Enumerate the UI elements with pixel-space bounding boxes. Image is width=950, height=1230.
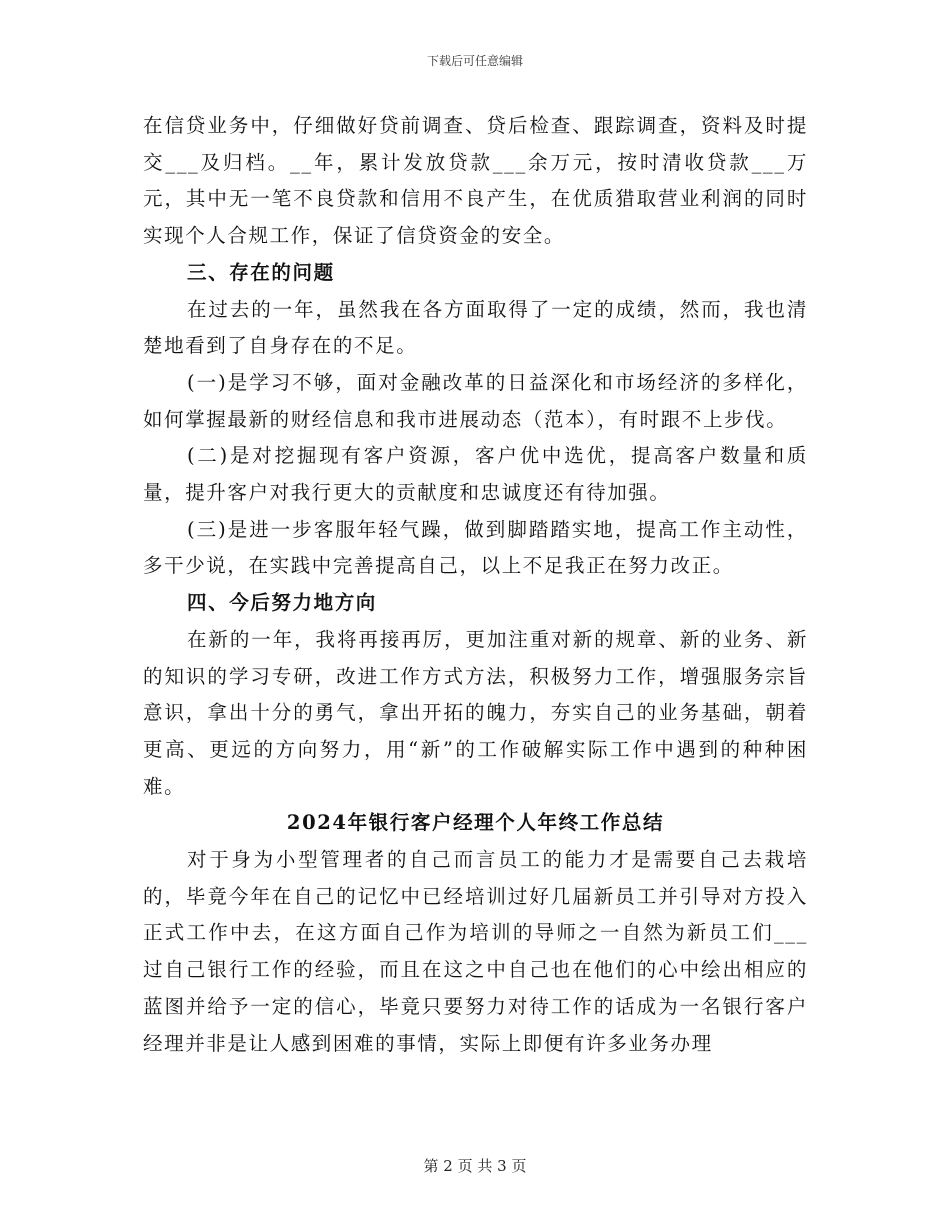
paragraph-problem-3: (三)是进一步客服年轻气躁，做到脚踏踏实地，提高工作主动性，多干少说，在实践中完善提高自己，以上不足我正在努力改正。 bbox=[143, 517, 808, 578]
section-heading-problems: 三、存在的问题 bbox=[187, 260, 335, 284]
paragraph-summary-intro: 对于身为小型管理者的自己而言员工的能力才是需要自己去栽培的，毕竟今年在自己的记忆中已经培训过好几届新员工并引导对方投入正式工作中去，在这方面自己作为培训的导师之一自然为新员工们___过自己银行工作的经验，而且在这之中自己也在他们的心中绘出相应的蓝图并给予一定的信心，毕竟只要努力对待工作的话成为一名银行客户经理并非是让人感到困难的事情，实际上即便有许多业务办理 bbox=[143, 848, 808, 1055]
paragraph-credit-business: 在信贷业务中，仔细做好贷前调查、贷后检查、跟踪调查，资料及时提交___及归档。__年，累计发放贷款___余万元，按时清收贷款___万元，其中无一笔不良贷款和信用不良产生，在优质猎取营业利润的同时实现个人合规工作，保证了信贷资金的安全。 bbox=[143, 114, 808, 248]
paragraph-problems-intro: 在过去的一年，虽然我在各方面取得了一定的成绩，然而，我也清楚地看到了自身存在的不足。 bbox=[143, 297, 808, 358]
document-title: 2024年银行客户经理个人年终工作总结 bbox=[286, 811, 665, 835]
paragraph-problem-2: (二)是对挖掘现有客户资源，客户优中选优，提高客户数量和质量，提升客户对我行更大的贡献度和忠诚度还有待加强。 bbox=[143, 444, 808, 505]
paragraph-direction: 在新的一年，我将再接再厉，更加注重对新的规章、新的业务、新的知识的学习专研，改进工作方式方法，积极努力工作，增强服务宗旨意识，拿出十分的勇气，拿出开拓的魄力，夯实自己的业务基础，朝着更高、更远的方向努力，用“新”的工作破解实际工作中遇到的种种困难。 bbox=[143, 627, 808, 798]
section-heading-direction: 四、今后努力地方向 bbox=[187, 591, 377, 615]
paragraph-problem-1: (一)是学习不够，面对金融改革的日益深化和市场经济的多样化，如何掌握最新的财经信息和我市进展动态（范本），有时跟不上步伐。 bbox=[143, 370, 808, 431]
page-header: 下载后可任意编辑 bbox=[426, 54, 523, 68]
page-footer: 第 2 页 共 3 页 bbox=[423, 1157, 527, 1175]
document-body bbox=[143, 108, 808, 1062]
